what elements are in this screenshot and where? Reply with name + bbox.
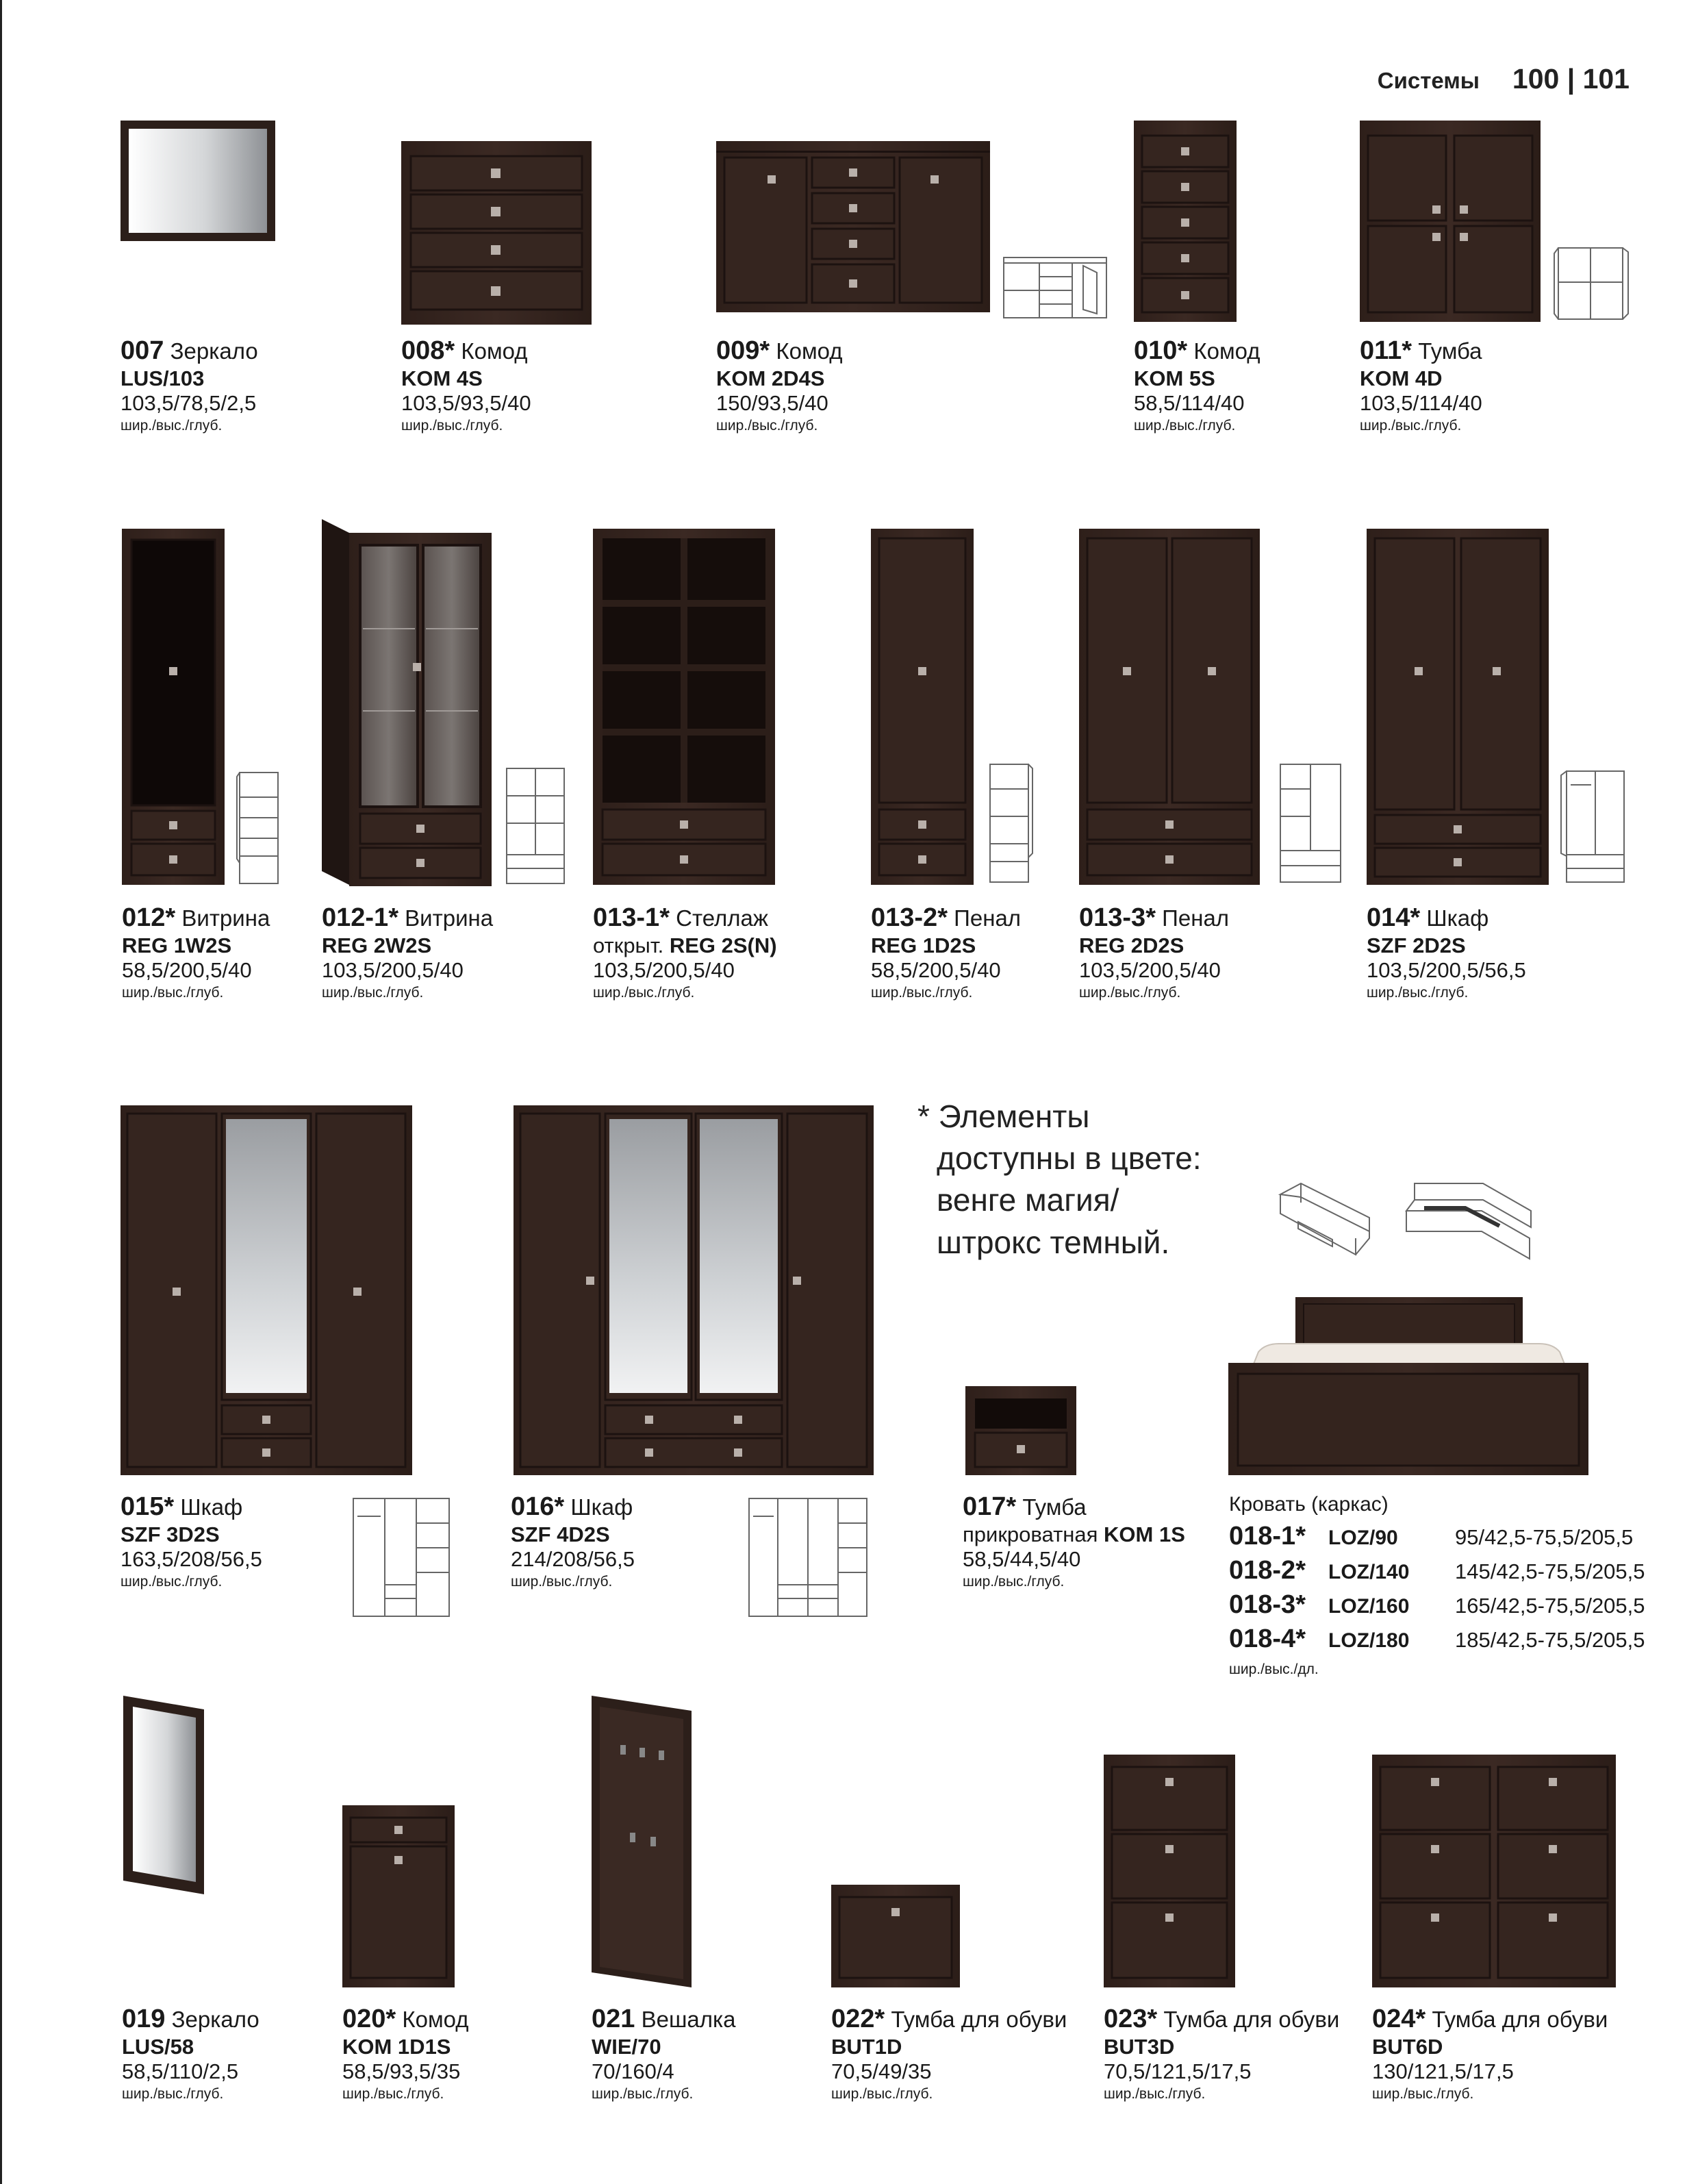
wardrobe-015-sketch [348, 1496, 453, 1620]
caption-021: 021 Вешалка WIE/70 70/160/4 шир./выс./глуб. [592, 2005, 736, 2102]
mirror-007-image [121, 121, 277, 242]
cabinet-011-sketch [1553, 244, 1631, 325]
cabinet-011-image [1360, 121, 1542, 323]
caption-008: 008* Комод KOM 4S 103,5/93,5/40 шир./выс./глуб. [401, 336, 531, 434]
chest-008-image [401, 141, 592, 326]
pencil-case-013-2-image [871, 529, 975, 886]
caption-024: 024* Тумба для обуви BUT6D 130/121,5/17,5 шир./выс./глуб. [1372, 2005, 1608, 2102]
pencil-case-013-3-image [1079, 529, 1261, 886]
caption-012-1: 012-1* Витрина REG 2W2S 103,5/200,5/40 шир./выс./глуб. [322, 903, 494, 1001]
bed-sketch-frame [1401, 1181, 1538, 1266]
caption-016: 016* Шкаф SZF 4D2S 214/208/56,5 шир./выс./глуб. [511, 1492, 635, 1590]
caption-020: 020* Комод KOM 1D1S 58,5/93,5/35 шир./выс./глуб. [342, 2005, 469, 2102]
bedside-017-image [965, 1386, 1078, 1477]
vitrine-012-1-sketch [501, 766, 570, 888]
caption-017: 017* Тумба прикроватная KOM 1S 58,5/44,5/40 шир./выс./глуб. [963, 1492, 1185, 1590]
bed-sketch-drawers [1278, 1181, 1380, 1268]
bed-row: 018-4* LOZ/180 185/42,5-75,5/205,5 [1229, 1624, 1645, 1653]
color-availability-note: * Элементы доступны в цвете: венге магия/ штрокс темный. [917, 1099, 1202, 1260]
caption-007: 007 Зеркало LUS/103 103,5/78,5/2,5 шир./выс./глуб. [121, 336, 258, 434]
caption-011: 011* Тумба KOM 4D 103,5/114/40 шир./выс./глуб. [1360, 336, 1482, 434]
chest-010-image [1134, 121, 1238, 323]
vitrine-012-image [122, 529, 226, 886]
wardrobe-016-image [514, 1105, 875, 1477]
caption-014: 014* Шкаф SZF 2D2S 103,5/200,5/56,5 шир./выс./глуб. [1367, 903, 1526, 1001]
wardrobe-014-image [1367, 529, 1550, 886]
shoe-cabinet-022-image [831, 1885, 961, 1989]
shelf-013-1-image [593, 529, 776, 886]
bed-row: 018-3* LOZ/160 165/42,5-75,5/205,5 [1229, 1590, 1645, 1619]
bed-caption: Кровать (каркас) 018-1* LOZ/90 95/42,5-75,5/205,5 018-2* LOZ/140 145/42,5-75,5/205,5 018-3* LOZ/160 165/42,5-75,5/205,5 018-4* LOZ/180 185/42,5-75,5/205,5 шир./выс./дл. [1229, 1493, 1645, 1677]
bed-row: 018-1* LOZ/90 95/42,5-75,5/205,5 [1229, 1522, 1634, 1551]
chest-020-image [342, 1805, 456, 1989]
chest-009-sketch [1001, 252, 1111, 323]
hanger-021-image [592, 1696, 694, 1989]
caption-009: 009* Комод KOM 2D4S 150/93,5/40 шир./выс./глуб. [716, 336, 843, 434]
caption-013-1: 013-1* Стеллаж открыт. REG 2S(N) 103,5/200,5/40 шир./выс./глуб. [593, 903, 777, 1001]
section-title: Системы [1377, 68, 1480, 93]
page-border [0, 0, 2, 2184]
caption-010: 010* Комод KOM 5S 58,5/114/40 шир./выс./глуб. [1134, 336, 1260, 434]
page-header [1378, 63, 1630, 95]
shoe-cabinet-024-image [1372, 1755, 1617, 1989]
caption-013-3: 013-3* Пенал REG 2D2S 103,5/200,5/40 шир./выс./глуб. [1079, 903, 1230, 1001]
wardrobe-015-image [121, 1105, 414, 1477]
pencil-case-013-3-sketch [1275, 762, 1346, 886]
bed-018-image [1228, 1297, 1590, 1477]
caption-023: 023* Тумба для обуви BUT3D 70,5/121,5/17,5 шир./выс./глуб. [1104, 2005, 1340, 2102]
mirror-019-image [123, 1696, 207, 1898]
caption-019: 019 Зеркало LUS/58 58,5/110/2,5 шир./выс./глуб. [122, 2005, 259, 2102]
shoe-cabinet-023-image [1104, 1755, 1237, 1989]
caption-012: 012* Витрина REG 1W2S 58,5/200,5/40 шир./выс./глуб. [122, 903, 270, 1001]
chest-009-image [716, 141, 990, 314]
caption-022: 022* Тумба для обуви BUT1D 70,5/49/35 шир./выс./глуб. [831, 2005, 1067, 2102]
wardrobe-016-sketch [744, 1496, 871, 1620]
vitrine-012-sketch [236, 770, 283, 888]
bed-row: 018-2* LOZ/140 145/42,5-75,5/205,5 [1229, 1556, 1645, 1585]
caption-013-2: 013-2* Пенал REG 1D2S 58,5/200,5/40 шир./выс./глуб. [871, 903, 1022, 1001]
pencil-case-013-2-sketch [986, 762, 1034, 886]
wardrobe-014-sketch [1560, 768, 1631, 886]
caption-015: 015* Шкаф SZF 3D2S 163,5/208/56,5 шир./выс./глуб. [121, 1492, 262, 1590]
vitrine-012-1-image [322, 519, 493, 889]
page-numbers: 100 | 101 [1512, 63, 1630, 95]
